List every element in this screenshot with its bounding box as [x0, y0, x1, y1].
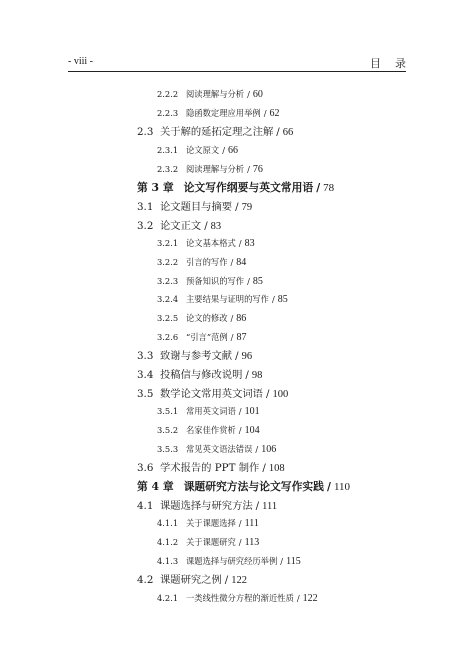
toc-entry-title: 关于课题研究 [186, 537, 236, 548]
toc-entry-separator: / [230, 331, 234, 342]
toc-entry-page: 113 [244, 537, 260, 549]
toc-entry-title: 致谢与参考文献 [160, 350, 233, 363]
toc-entry-page: 85 [277, 294, 288, 306]
toc-entry[interactable] [157, 277, 263, 287]
toc-entry-title: 论文正文 [160, 219, 202, 232]
toc-entry[interactable] [137, 183, 334, 194]
toc-entry-title: 阅读理解与分析 [186, 89, 245, 99]
running-header [68, 56, 420, 72]
toc-entry-separator: / [230, 257, 234, 268]
toc-entry-separator: / [238, 238, 242, 249]
toc-entry-title: 课题选择与研究经历举例 [186, 555, 278, 566]
toc-entry-number: 3.3 [137, 350, 154, 363]
toc-entry-separator: / [245, 369, 249, 382]
toc-entry-number: 3.5.1 [157, 406, 179, 417]
toc-entry-title: 一类线性微分方程的渐近性质 [186, 593, 294, 604]
toc-entry-title: 关于课题选择 [186, 518, 236, 529]
toc-entry-number: 3.5.3 [157, 443, 179, 454]
toc-entry-title: 数学论文常用英文词语 [160, 387, 263, 400]
toc-entry[interactable] [157, 519, 259, 529]
toc-entry-page: 66 [282, 127, 294, 139]
toc-entry-number: 3.6 [137, 462, 154, 475]
toc-entry[interactable] [157, 445, 276, 455]
toc-entry-title: 主要结果与证明的写作 [186, 294, 269, 305]
toc-entry-separator: / [238, 406, 242, 417]
toc-entry-separator: / [247, 275, 250, 286]
toc-entry-number: 第 4 章 [137, 480, 174, 494]
toc-entry-page: 122 [302, 593, 318, 605]
toc-entry-number: 3.5.2 [157, 425, 179, 436]
toc-entry-title: 论文写作纲要与英文常用语 [183, 181, 314, 195]
toc-entry-page: 100 [272, 388, 289, 400]
toc-entry[interactable] [137, 501, 277, 513]
toc-entry-title: “引言”范例 [186, 331, 228, 342]
toc-entry[interactable] [137, 370, 262, 382]
toc-entry-number: 3.2.3 [157, 275, 179, 286]
toc-entry[interactable] [137, 482, 350, 493]
toc-entry-page: 79 [241, 202, 253, 214]
toc-entry-number: 2.2.3 [157, 107, 179, 118]
toc-entry-page: 101 [244, 406, 260, 418]
page-number: - viii - [68, 56, 93, 67]
toc-entry-page: 87 [236, 331, 247, 343]
toc-entry[interactable] [157, 407, 260, 417]
toc-entry-separator: / [235, 201, 239, 214]
toc-entry-page: 76 [252, 163, 263, 175]
toc-entry-separator: / [222, 145, 225, 155]
toc-entry-separator: / [230, 313, 234, 324]
toc-entry-title: 关于解的延拓定理之注解 [160, 126, 274, 139]
toc-entry-page: 122 [231, 575, 248, 587]
toc-entry-separator: / [238, 425, 242, 436]
toc-entry[interactable] [157, 314, 246, 324]
toc-entry-separator: / [262, 462, 266, 475]
toc-entry[interactable] [137, 202, 252, 214]
toc-entry-number: 4.1.1 [157, 518, 179, 529]
toc-entry-number: 3.2.1 [157, 238, 179, 249]
toc-entry-title: 论文题目与摘要 [160, 201, 233, 214]
toc-entry-number: 4.1 [137, 499, 154, 512]
toc-entry-number: 2.2.2 [157, 89, 179, 99]
toc-entry-title: 学术报告的 PPT 制作 [160, 462, 260, 475]
toc-entry-number: 3.4 [137, 369, 154, 382]
toc-entry-page: 106 [261, 443, 277, 455]
toc-entry[interactable] [157, 594, 318, 604]
toc-entry-separator: / [316, 181, 321, 195]
toc-entry[interactable] [137, 575, 247, 587]
toc-entry[interactable] [157, 258, 246, 268]
toc-entry-number: 4.2 [137, 574, 154, 587]
toc-entry-separator: / [235, 350, 239, 363]
toc-entry-number: 第 3 章 [137, 181, 174, 195]
toc-entry-page: 85 [252, 275, 263, 287]
toc-entry-number: 2.3.1 [157, 145, 179, 155]
toc-entry-title: 引言的写作 [186, 257, 228, 268]
toc-entry-number: 3.5 [137, 387, 154, 400]
toc-entry-separator: / [296, 593, 300, 604]
toc-entry-title: 课题研究之例 [160, 574, 222, 587]
toc-entry[interactable] [157, 109, 279, 119]
toc-entry-number: 3.1 [137, 201, 154, 214]
toc-entry-page: 111 [262, 500, 278, 512]
toc-entry-separator: / [263, 107, 267, 118]
toc-entry-page: 111 [244, 518, 259, 530]
toc-entry-separator: / [238, 518, 242, 529]
toc-entry-number: 3.2.5 [157, 313, 179, 324]
toc-entry-page: 98 [251, 370, 263, 382]
toc-entry[interactable] [137, 351, 252, 363]
toc-entry-title: 论文原文 [186, 145, 220, 155]
toc-entry-separator: / [265, 387, 270, 400]
header-rule [68, 71, 406, 72]
toc-entry-title: 论文的修改 [186, 313, 228, 324]
toc-entry[interactable] [157, 538, 259, 548]
toc-entry[interactable] [137, 221, 221, 233]
toc-entry-page: 62 [269, 107, 280, 119]
toc-entry-title: 阅读理解与分析 [186, 163, 245, 174]
toc-entry-title: 常用英文词语 [186, 406, 236, 417]
toc-entry-page: 110 [333, 481, 351, 494]
toc-entry[interactable] [157, 146, 238, 156]
toc-entry-title: 名家佳作赏析 [186, 425, 236, 436]
toc-entry[interactable] [157, 239, 255, 249]
toc-entry[interactable] [157, 295, 288, 305]
toc-entry-title: 投稿信与修改说明 [160, 369, 243, 382]
toc-entry-separator: / [247, 89, 250, 99]
toc-entry[interactable] [157, 557, 301, 567]
toc-entry-title: 课题选择与研究方法 [160, 499, 253, 512]
toc-entry-separator: / [280, 555, 284, 566]
toc-entry[interactable] [157, 90, 263, 100]
toc-entry-page: 84 [236, 257, 247, 269]
toc-entry[interactable] [137, 127, 293, 139]
toc-entry-number: 2.3.2 [157, 163, 179, 174]
toc-entry-page: 83 [244, 238, 255, 250]
toc-entry-number: 4.1.2 [157, 537, 179, 548]
toc-entry[interactable] [137, 389, 288, 401]
toc-entry-separator: / [224, 574, 229, 587]
toc-entry-title: 论文基本格式 [186, 238, 236, 249]
toc-entry-page: 108 [268, 463, 285, 475]
toc-entry[interactable] [137, 463, 285, 475]
toc-entry-number: 4.2.1 [157, 593, 179, 604]
toc-entry-page: 96 [241, 351, 253, 363]
toc-entry-separator: / [238, 537, 242, 548]
toc-entry-separator: / [204, 219, 208, 232]
toc-entry-title: 预备知识的写作 [186, 275, 245, 286]
toc-entry[interactable] [157, 333, 246, 343]
toc-entry-page: 60 [252, 89, 263, 100]
toc-entry-title: 课题研究方法与论文写作实践 [183, 480, 324, 494]
toc-entry-number: 4.1.3 [157, 555, 179, 566]
toc-entry-page: 78 [323, 182, 335, 195]
toc-entry-separator: / [247, 163, 250, 174]
toc-entry-separator: / [326, 480, 331, 494]
toc-entry[interactable] [157, 165, 263, 175]
toc-entry-number: 3.2.4 [157, 294, 179, 305]
toc-entry-title: 隐函数定理应用举例 [186, 107, 261, 118]
toc-entry-separator: / [276, 126, 280, 139]
toc-entry[interactable] [157, 426, 260, 436]
toc-entry-separator: / [255, 443, 259, 454]
toc-entry-title: 常见英文语法错误 [186, 443, 253, 454]
toc-entry-page: 83 [210, 220, 222, 232]
toc-entry-separator: / [255, 499, 260, 512]
toc-entry-page: 66 [228, 145, 238, 156]
running-title: 目录 [370, 57, 420, 70]
toc-entry-page: 86 [236, 313, 247, 325]
toc-entry-separator: / [271, 294, 275, 305]
toc-entry-page: 115 [286, 555, 301, 567]
toc-entry-page: 104 [244, 425, 260, 437]
toc-entry-number: 3.2.2 [157, 257, 179, 268]
toc-entry-number: 2.3 [137, 126, 154, 139]
toc-entry-number: 3.2.6 [157, 331, 179, 342]
toc-entry-number: 3.2 [137, 219, 154, 232]
